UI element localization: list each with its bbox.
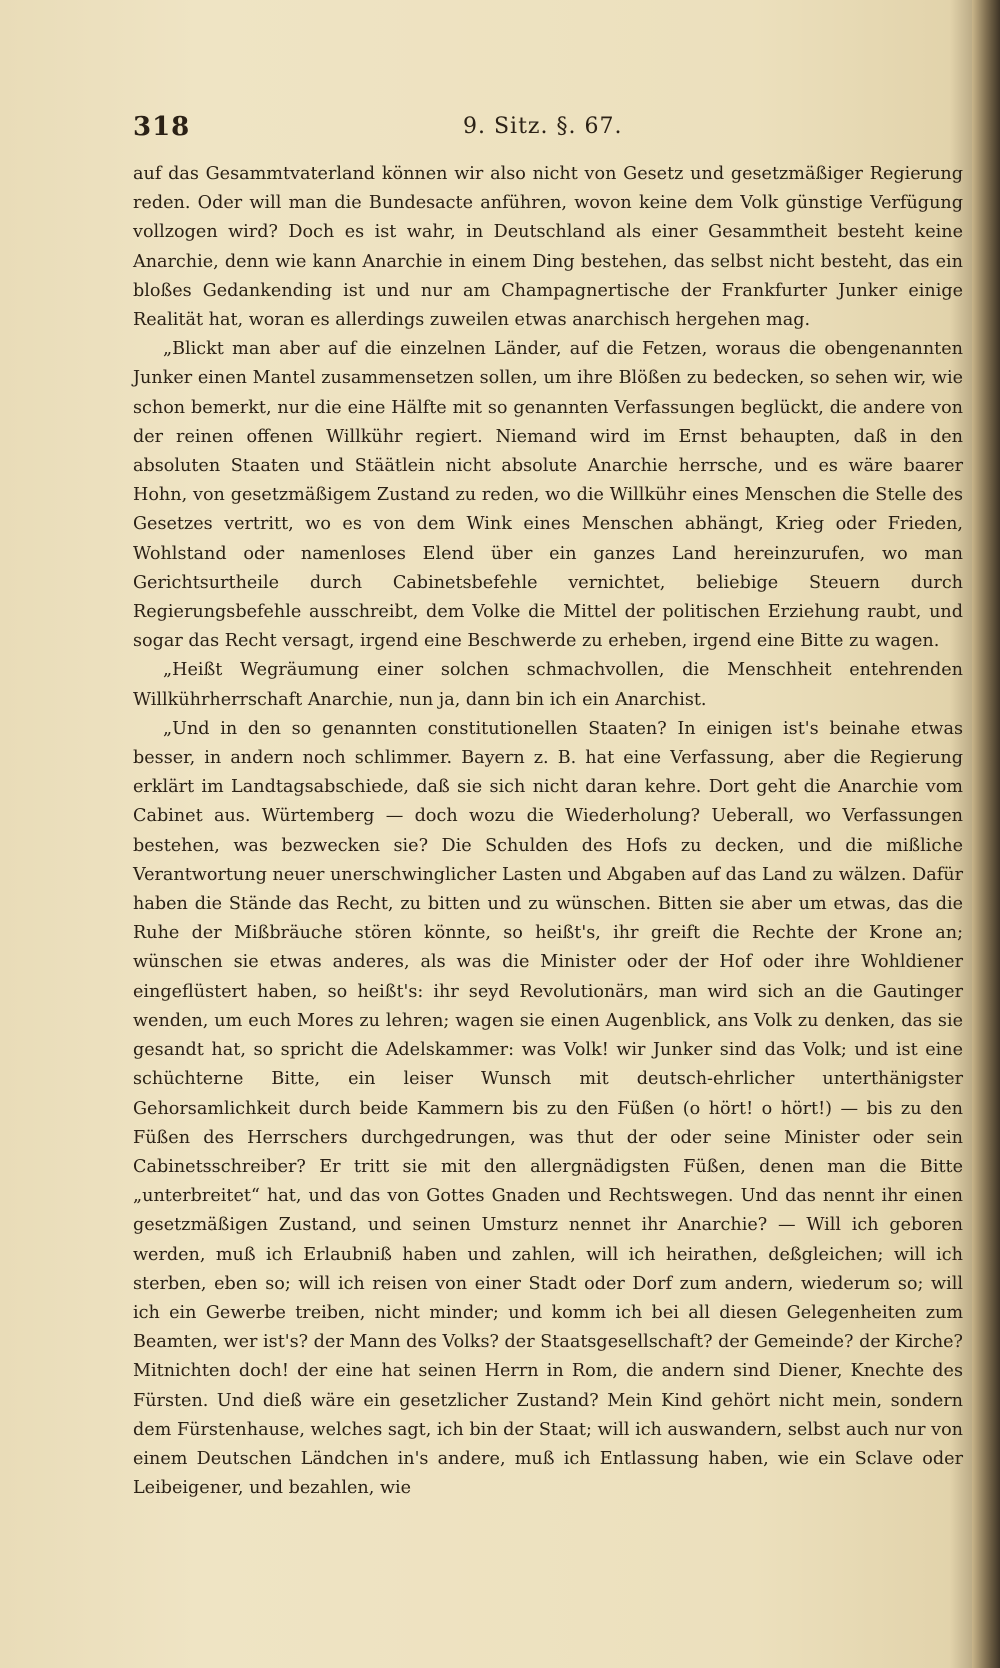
paragraph-4: „Und in den so genannten constitutionellen Staaten? In einigen ist's beinahe etwas besser, in andern noch schlimmer. Bayern z. B. hat eine Verfassung, aber die Regierung erklärt im Landtagsabschiede, daß sie sich nicht daran kehre. Dort geht die Anarchie vom Cabinet aus. Würtemberg — doch wozu die Wiederholung? Ueberall, wo Verfassungen bestehen, was bezwecken sie? Die Schulden des Hofs zu decken, und die mißliche Verantwortung neuer unerschwinglicher Lasten und Abgaben auf das Land zu wälzen. Dafür haben die Stände das Recht, zu bitten und zu wünschen. Bitten sie aber um etwas, das die Ruhe der Mißbräuche stören könnte, so heißt's, ihr greift die Rechte der Krone an; wünschen sie etwas anderes, als was die Minister oder der Hof oder ihre Wohldiener eingeflüstert haben, so heißt's: ihr seyd Revolutionärs, man wird sich an die Gautinger wenden, um euch Mores zu lehren; wagen sie einen Augenblick, ans Volk zu denken, das sie gesandt hat, so spricht die Adelskammer: was Volk! wir Junker sind das Volk; und ist eine schüchterne Bitte, ein leiser Wunsch mit deutsch-ehrlicher unterthänigster Gehorsamlichkeit durch beide Kammern bis zu den Füßen (o hört! o hört!) — bis zu den Füßen des Herrschers durchgedrungen, was thut der oder seine Minister oder sein Cabinetsschreiber? Er tritt sie mit den allergnädigsten Füßen, denen man die Bitte „unterbreitet“ hat, und das von Gottes Gnaden und Rechtswegen. Und das nennt ihr einen gesetzmäßigen Zustand, und seinen Umsturz nennet ihr Anarchie? — Will ich geboren werden, muß ich Erlaubniß haben und zahlen, will ich heirathen, deßgleichen; will ich sterben, eben so; will ich reisen von einer Stadt oder Dorf zum andern, wiederum so; will ich ein Gewerbe treiben, nicht minder; und komm ich bei all diesen Gelegenheiten zum Beamten, wer ist's? der Mann des Volks? der Staatsgesellschaft? der Gemeinde? der Kirche? Mitnichten doch! der eine hat seinen Herrn in Rom, die andern sind Diener, Knechte des Fürsten. Und dieß wäre ein gesetzlicher Zustand? Mein Kind gehört nicht mein, sondern dem Fürstenhause, welches sagt, ich bin der Staat; will ich auswandern, selbst auch nur von einem Deutschen Ländchen in's andere, muß ich Entlassung haben, wie ein Sclave oder Leibeigener, und bezahlen, wie: [133, 718, 963, 1499]
paragraph-2: „Blickt man aber auf die einzelnen Länder, auf die Fetzen, woraus die obengenannten Junker einen Mantel zusammensetzen sollen, um ihre Blößen zu bedecken, so sehen wir, wie schon bemerkt, nur die eine Hälfte mit so genannten Verfassungen beglückt, die andere von der reinen offenen Willkühr regiert. Niemand wird im Ernst behaupten, daß in den absoluten Staaten und Stäätlein nicht absolute Anarchie herrsche, und es wäre baarer Hohn, von gesetzmäßigem Zustand zu reden, wo die Willkühr eines Menschen die Stelle des Gesetzes vertritt, wo es von dem Wink eines Menschen abhängt, Krieg oder Frieden, Wohlstand oder namenloses Elend über ein ganzes Land hereinzurufen, wo man Gerichtsurtheile durch Cabinetsbefehle vernichtet, beliebige Steuern durch Regierungsbefehle ausschreibt, dem Volke die Mittel der politischen Erziehung raubt, und sogar das Recht versagt, irgend eine Beschwerde zu erheben, irgend eine Bitte zu wagen.: [133, 339, 963, 652]
paragraph-1: auf das Gesammtvaterland können wir also nicht von Gesetz und gesetzmäßiger Regierung reden. Oder will man die Bundesacte anführen, wovon keine dem Volk günstige Verfügung vollzogen wird? Doch es ist wahr, in Deutschland als einer Gesammtheit besteht keine Anarchie, denn wie kann Anarchie in einem Ding bestehen, das selbst nicht besteht, das ein bloßes Gedankending ist und nur am Champagnertische der Frankfurter Junker einige Realität hat, woran es allerdings zuweilen etwas anarchisch hergehen mag.: [133, 164, 963, 331]
paragraph-3: „Heißt Wegräumung einer solchen schmachvollen, die Menschheit entehrenden Willkührherrschaft Anarchie, nun ja, dann bin ich ein Anarchist.: [133, 660, 963, 710]
page-header: [133, 112, 963, 148]
running-head: 9. Sitz. §. 67.: [463, 114, 623, 139]
page-number: 318: [133, 112, 191, 142]
body-text: [133, 160, 963, 1503]
page-edge-shadow: [972, 0, 1000, 1668]
